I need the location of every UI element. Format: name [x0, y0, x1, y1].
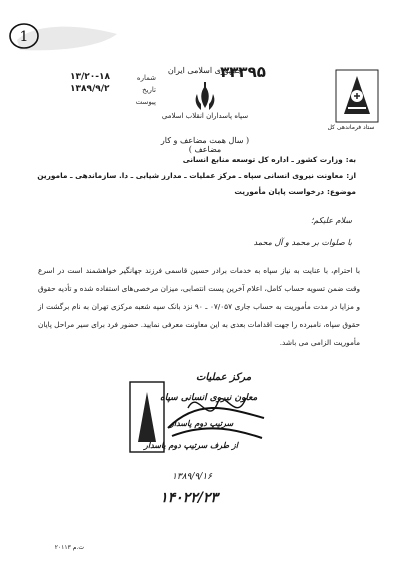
registration-number: ۳۳۳۹۵: [220, 63, 266, 81]
coat-subtitle: سپاه پاسداران انقلاب اسلامی: [161, 112, 249, 120]
date-value: ۱۳۸۹/۹/۲: [70, 84, 110, 94]
from-line: [36, 168, 356, 184]
date-label: تاریخ: [142, 86, 156, 94]
enclosure-row: [70, 94, 156, 106]
footer-code: ت.م ۲۰۱۱۳: [54, 544, 84, 551]
subject-label: موضوع:: [327, 187, 356, 196]
letter-meta: [70, 70, 156, 106]
subject-line: [36, 184, 356, 200]
page-number-circle: [6, 18, 42, 54]
date-row: [70, 82, 156, 94]
number-value: ۱۳/۲۰-۱۸: [70, 72, 110, 82]
subject-value: درخواست پایان مأموریت: [234, 187, 324, 196]
number-row: [70, 70, 156, 82]
page-number: 1: [19, 29, 29, 45]
stamp-line-1: مرکز عملیات: [196, 372, 252, 383]
org-caption: ستاد فرماندهی کل: [327, 124, 375, 131]
stamp-line-2: معاون نیروی انسانی سپاه: [160, 393, 258, 403]
to-line: [36, 152, 356, 168]
coat-title: جمهوری اسلامی ایران: [167, 66, 243, 75]
letter-body: با احترام، با عنایت به نیاز سپاه به خدمات برادر حسین قاسمی فرزند جهانگیر خواهشمند است در اسرع وقت ضمن تسویه حساب کامل، اعلام آخرین پست انتصابی، میزان مرخصی‌های استفاده شده و تأدیه حقوق و مزایا در مدت مأموریت به حساب جاری ۰۷/۰۵۷ ـ ۹۰ نزد بانک سپه شعبه مرکزی تهران به نام برگشت از حقوق سپاه، نامبرده را جهت اقدامات بعدی به این معاونت معرفی نمایید. حضور فرد برای سیر مراحل پایان مأموریت الزامی می باشد.: [37, 266, 361, 347]
salutation: با صلوات بر محمد و آل محمد: [253, 238, 352, 247]
stamp-line-3: سرتیپ دوم پاسدار: [170, 418, 234, 428]
received-date: ۱۳۸۹/۹/۱۶: [172, 472, 212, 482]
from-label: از:: [346, 171, 356, 180]
greeting: سلام علیکم؛: [310, 216, 352, 225]
year-slogan: ( سال همت مضاعف و کار مضاعف ): [160, 136, 250, 154]
stamp-line-4: از طرف سرتیپ دوم پاسدار: [144, 440, 238, 450]
number-label: شماره: [136, 74, 156, 82]
to-label: به:: [345, 155, 356, 164]
enclosure-label: پیوست: [135, 98, 156, 106]
irgc-emblem-icon: [334, 68, 380, 124]
from-value: معاونت نیروی انسانی سپاه ـ مرکز عملیات ـ مدارز شیابی ـ دا. سازماندهی ـ مامورین: [37, 171, 344, 180]
to-value: وزارت کشور ـ اداره کل توسعه منابع انسانی: [182, 155, 343, 164]
received-number: ۱۴۰۲۲/۲۳: [160, 490, 218, 506]
